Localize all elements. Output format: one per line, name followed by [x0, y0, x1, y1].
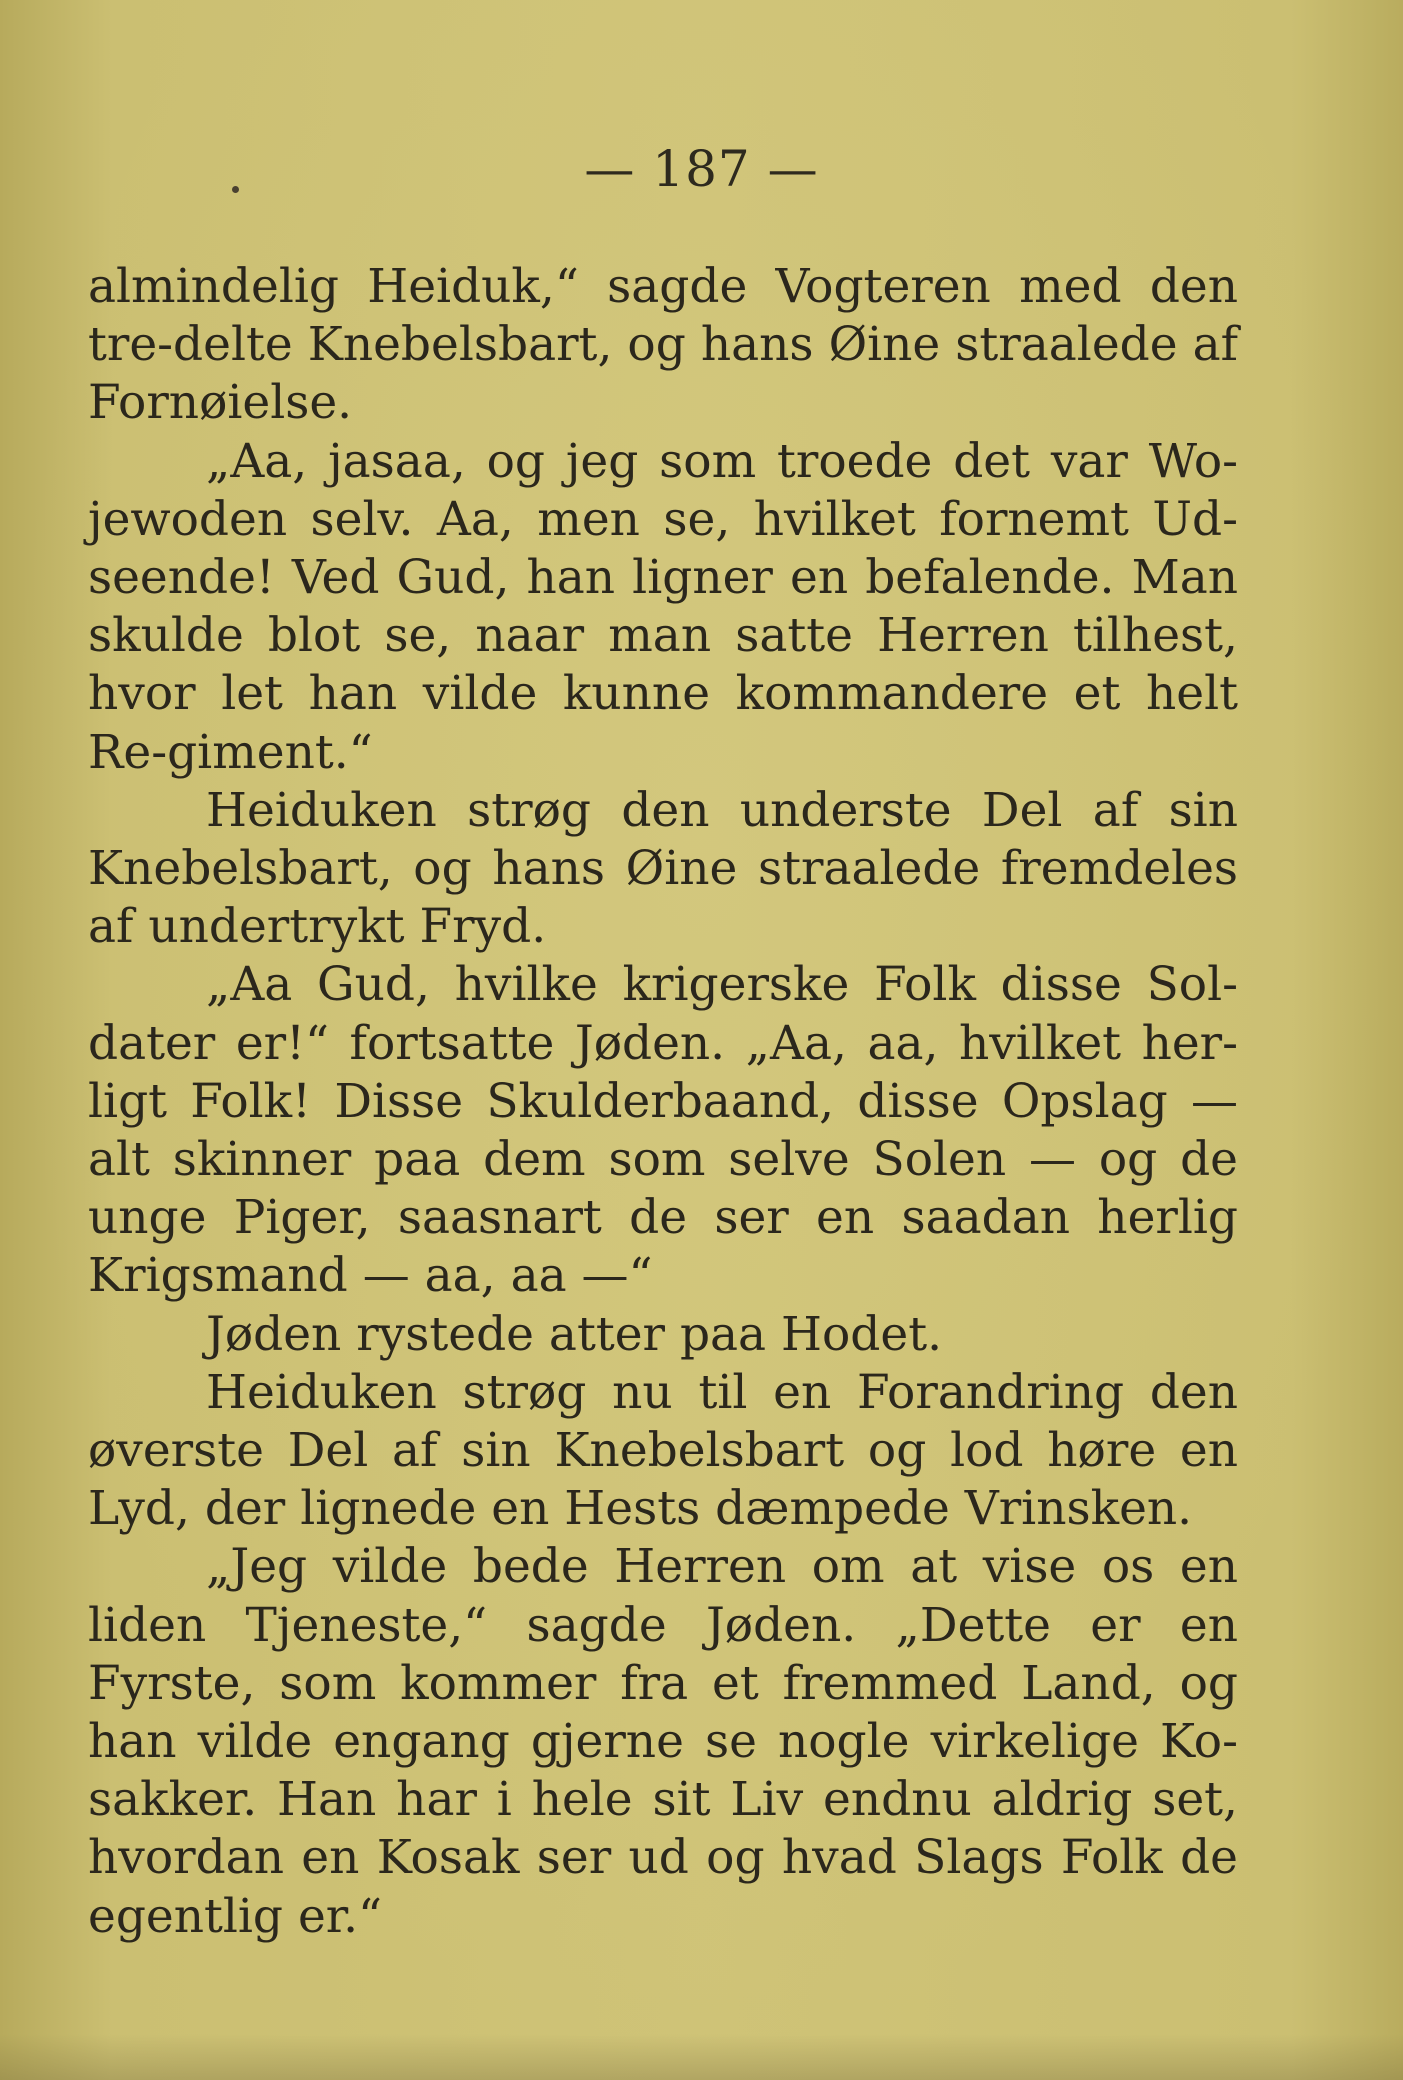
- paragraph: „Aa Gud, hvilke krigerske Folk disse Sol-dater er!“ fortsatte Jøden. „Aa, aa, hvilket her-ligt Folk! Disse Skulderbaand, disse Opslag — alt skinner paa dem som selve Solen — og de unge Piger, saasnart de ser en saadan herlig Krigsmand — aa, aa —“: [88, 957, 1238, 1304]
- page-bottom-edge: [0, 2034, 1403, 2080]
- page-number: — 187 —: [584, 140, 819, 198]
- paragraph: „Aa, jasaa, og jeg som troede det var Wo-jewoden selv. Aa, men se, hvilket fornemt Ud-seende! Ved Gud, han ligner en befalende. Man skulde blot se, naar man satte Herren tilhest, hvor let han vilde kunne kommandere et helt Re-giment.“: [88, 433, 1238, 780]
- paragraph: „Jeg vilde bede Herren om at vise os en liden Tjeneste,“ sagde Jøden. „Dette er en Fyrste, som kommer fra et fremmed Land, og han vilde engang gjerne se nogle virkelige Ko-sakker. Han har i hele sit Liv endnu aldrig set, hvordan en Kosak ser ud og hvad Slags Folk de egentlig er.“: [88, 1539, 1238, 1944]
- body-text: [88, 258, 1238, 1946]
- paragraph: almindelig Heiduk,“ sagde Vogteren med den tre-delte Knebelsbart, og hans Øine straalede af Fornøielse.: [88, 259, 1238, 431]
- paragraph: Heiduken strøg den underste Del af sin Knebelsbart, og hans Øine straalede fremdeles af undertrykt Fryd.: [88, 782, 1238, 955]
- paragraph: Jøden rystede atter paa Hodet.: [206, 1306, 943, 1362]
- paragraph: Heiduken strøg nu til en Forandring den øverste Del af sin Knebelsbart og lod høre en Lyd, der lignede en Hests dæmpede Vrinsken.: [88, 1364, 1238, 1537]
